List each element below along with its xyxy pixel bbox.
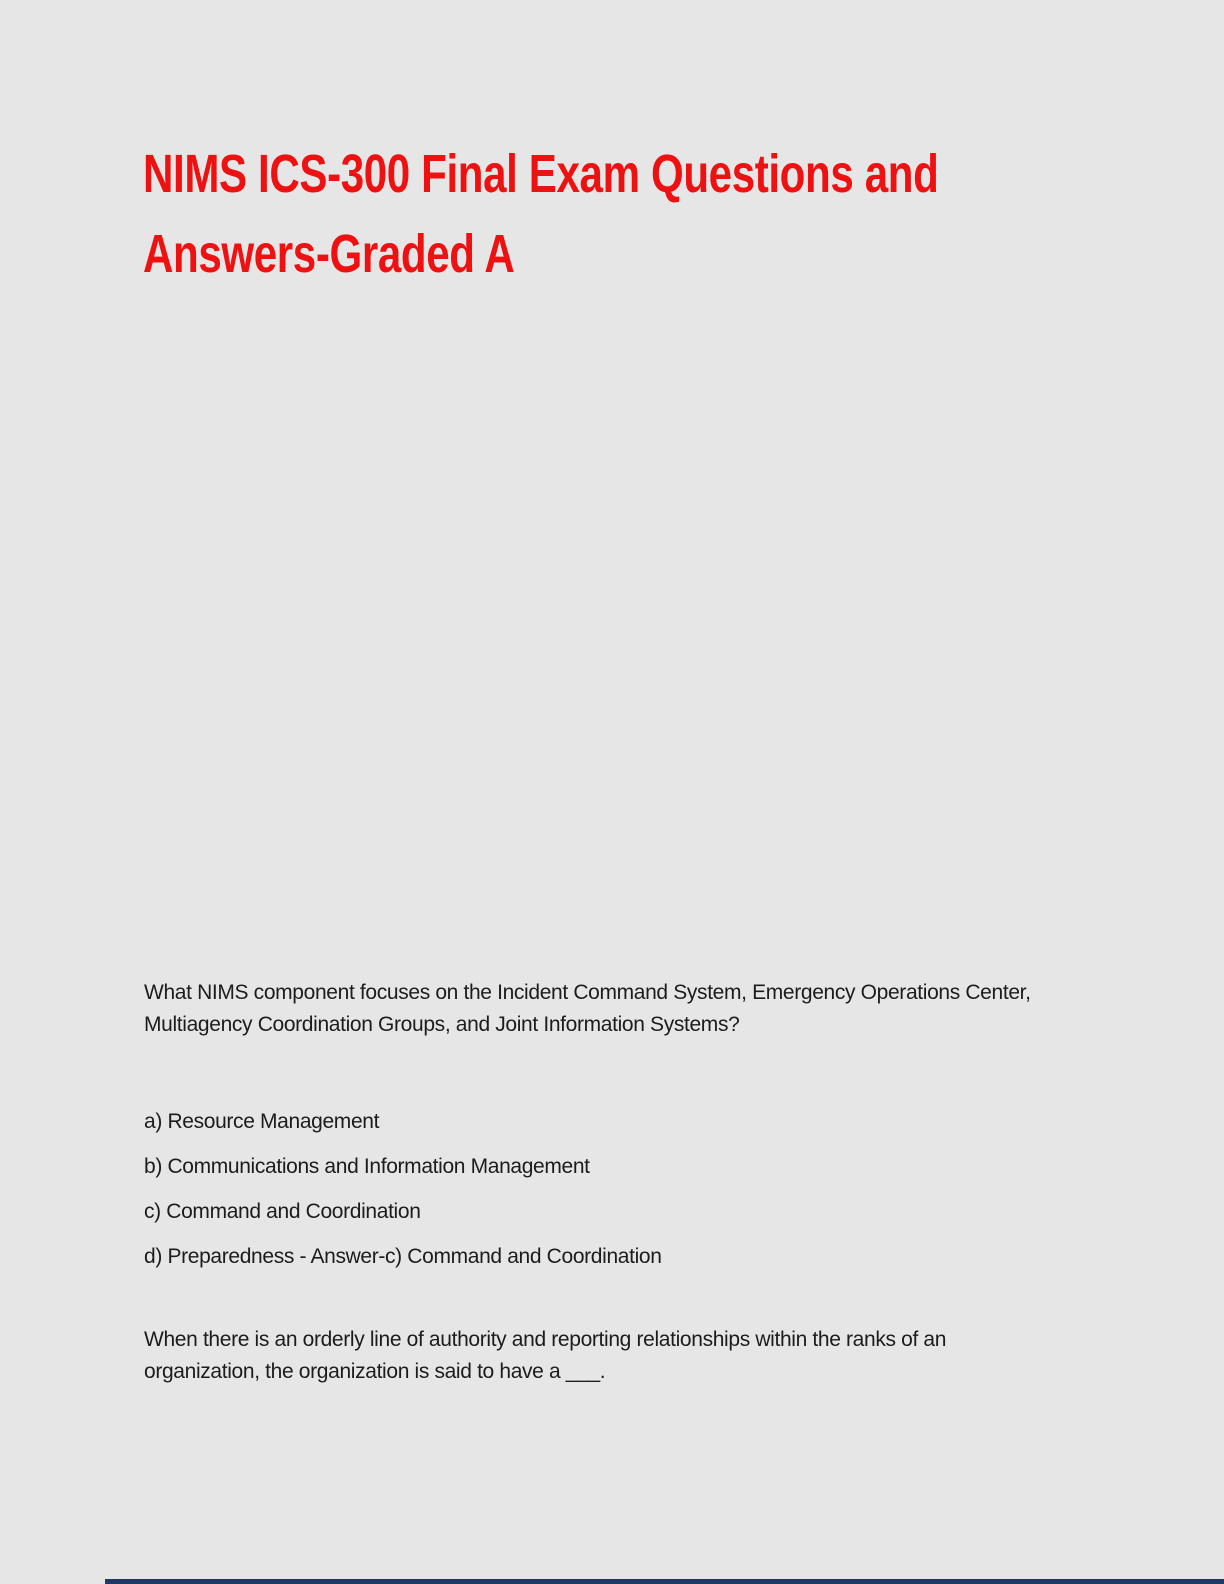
answer-option-c: c) Command and Coordination (144, 1200, 421, 1223)
next-page-edge-bar (105, 1579, 1224, 1584)
answer-option-d-with-answer: d) Preparedness - Answer-c) Command and Coordination (144, 1245, 662, 1268)
question-1-text (144, 977, 1031, 1041)
answer-option-a: a) Resource Management (144, 1110, 380, 1133)
page-title-line-1: NIMS ICS-300 Final Exam Questions and (143, 144, 939, 204)
question-2-line-2: organization, the organization is said to have a ___. (144, 1360, 606, 1383)
question-1-line-2: Multiagency Coordination Groups, and Joint Information Systems? (144, 1013, 740, 1036)
answer-option-b: b) Communications and Information Management (144, 1155, 590, 1178)
page-title (143, 134, 1163, 294)
page-title-line-2: Answers-Graded A (143, 224, 515, 284)
question-2-line-1: When there is an orderly line of authority and reporting relationships within the ranks of an (144, 1328, 947, 1351)
answer-options-list (144, 1106, 662, 1286)
question-1-line-1: What NIMS component focuses on the Incident Command System, Emergency Operations Center, (144, 981, 1031, 1004)
question-2-text (144, 1324, 946, 1388)
